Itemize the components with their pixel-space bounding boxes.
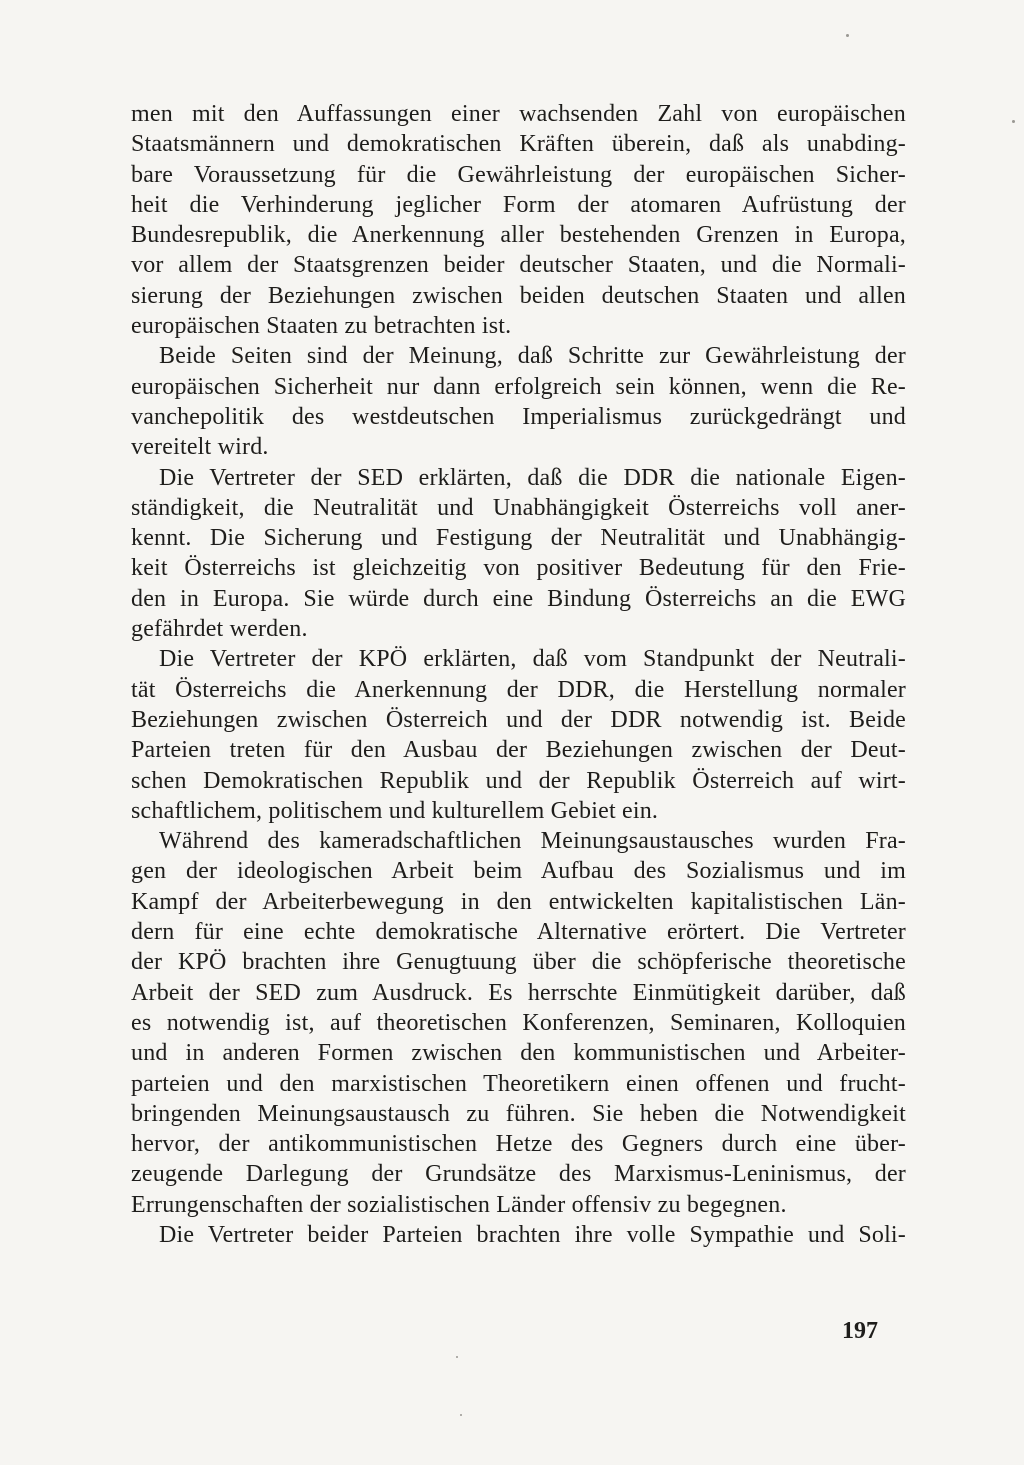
text-line: parteien und den marxistischen Theoretikern einen offenen und frucht- — [131, 1070, 906, 1097]
text-line: tät Österreichs die Anerkennung der DDR, die Herstellung normaler — [131, 676, 906, 703]
text-line: dern für eine echte demokratische Alternative erörtert. Die Vertreter — [131, 919, 906, 946]
page-number: 197 — [842, 1318, 878, 1344]
paper-speck — [846, 34, 849, 37]
text-line: Die Vertreter der SED erklärten, daß die DDR die nationale Eigen- — [159, 464, 906, 491]
text-line: Beziehungen zwischen Österreich und der DDR notwendig ist. Beide — [131, 706, 906, 733]
text-line: heit die Verhinderung jeglicher Form der atomaren Aufrüstung der — [131, 191, 906, 218]
text-line: gefährdet werden. — [131, 616, 308, 643]
text-line: den in Europa. Sie würde durch eine Bindung Österreichs an die EWG — [131, 585, 906, 612]
text-line: sierung der Beziehungen zwischen beiden deutschen Staaten und allen — [131, 282, 906, 309]
text-line: keit Österreichs ist gleichzeitig von positiver Bedeutung für den Frie- — [131, 555, 906, 582]
paper-speck — [460, 1414, 462, 1416]
text-line: zeugende Darlegung der Grundsätze des Marxismus-Leninismus, der — [131, 1161, 906, 1188]
text-line: vereitelt wird. — [131, 434, 269, 461]
text-line: schaftlichem, politischem und kulturellem Gebiet ein. — [131, 797, 659, 824]
text-line: europäischen Staaten zu betrachten ist. — [131, 313, 512, 340]
text-line: Während des kameradschaftlichen Meinungsaustausches wurden Fra- — [159, 828, 906, 855]
text-line: Staatsmännern und demokratischen Kräften überein, daß als unabding- — [131, 131, 906, 158]
text-line: men mit den Auffassungen einer wachsenden Zahl von europäischen — [131, 101, 906, 127]
text-line: Beide Seiten sind der Meinung, daß Schritte zur Gewährleistung der — [159, 343, 906, 370]
text-line: vor allem der Staatsgrenzen beider deutscher Staaten, und die Normali- — [131, 252, 906, 279]
text-line: schen Demokratischen Republik und der Republik Österreich auf wirt- — [131, 767, 906, 794]
paper-speck — [1012, 120, 1015, 123]
text-line: europäischen Sicherheit nur dann erfolgreich sein können, wenn die Re- — [131, 373, 906, 400]
text-line: Errungenschaften der sozialistischen Länder offensiv zu begegnen. — [131, 1191, 787, 1218]
body-text — [131, 99, 906, 1250]
text-line: es notwendig ist, auf theoretischen Konferenzen, Seminaren, Kolloquien — [131, 1009, 906, 1036]
text-line: Kampf der Arbeiterbewegung in den entwickelten kapitalistischen Län- — [131, 888, 906, 915]
text-line: Parteien treten für den Ausbau der Beziehungen zwischen der Deut- — [131, 737, 906, 764]
text-line: bringenden Meinungsaustausch zu führen. Sie heben die Notwendigkeit — [131, 1100, 906, 1127]
text-line: Die Vertreter beider Parteien brachten ihre volle Sympathie und Soli- — [159, 1221, 906, 1248]
text-line: gen der ideologischen Arbeit beim Aufbau des Sozialismus und im — [131, 858, 906, 885]
paper-speck — [456, 1356, 458, 1358]
text-line: kennt. Die Sicherung und Festigung der Neutralität und Unabhängig- — [131, 525, 906, 552]
text-line: Die Vertreter der KPÖ erklärten, daß vom Standpunkt der Neutrali- — [159, 646, 906, 673]
text-line: Arbeit der SED zum Ausdruck. Es herrschte Einmütigkeit darüber, daß — [131, 979, 906, 1006]
text-line: ständigkeit, die Neutralität und Unabhängigkeit Österreichs voll aner- — [131, 494, 906, 521]
text-line: und in anderen Formen zwischen den kommunistischen und Arbeiter- — [131, 1040, 906, 1067]
text-line: der KPÖ brachten ihre Genugtuung über die schöpferische theoretische — [131, 949, 906, 976]
text-line: hervor, der antikommunistischen Hetze des Gegners durch eine über- — [131, 1131, 906, 1158]
text-line: bare Voraussetzung für die Gewährleistung der europäischen Sicher- — [131, 161, 906, 188]
text-line: vanchepolitik des westdeutschen Imperialismus zurückgedrängt und — [131, 403, 906, 430]
text-line: Bundesrepublik, die Anerkennung aller bestehenden Grenzen in Europa, — [131, 222, 906, 249]
